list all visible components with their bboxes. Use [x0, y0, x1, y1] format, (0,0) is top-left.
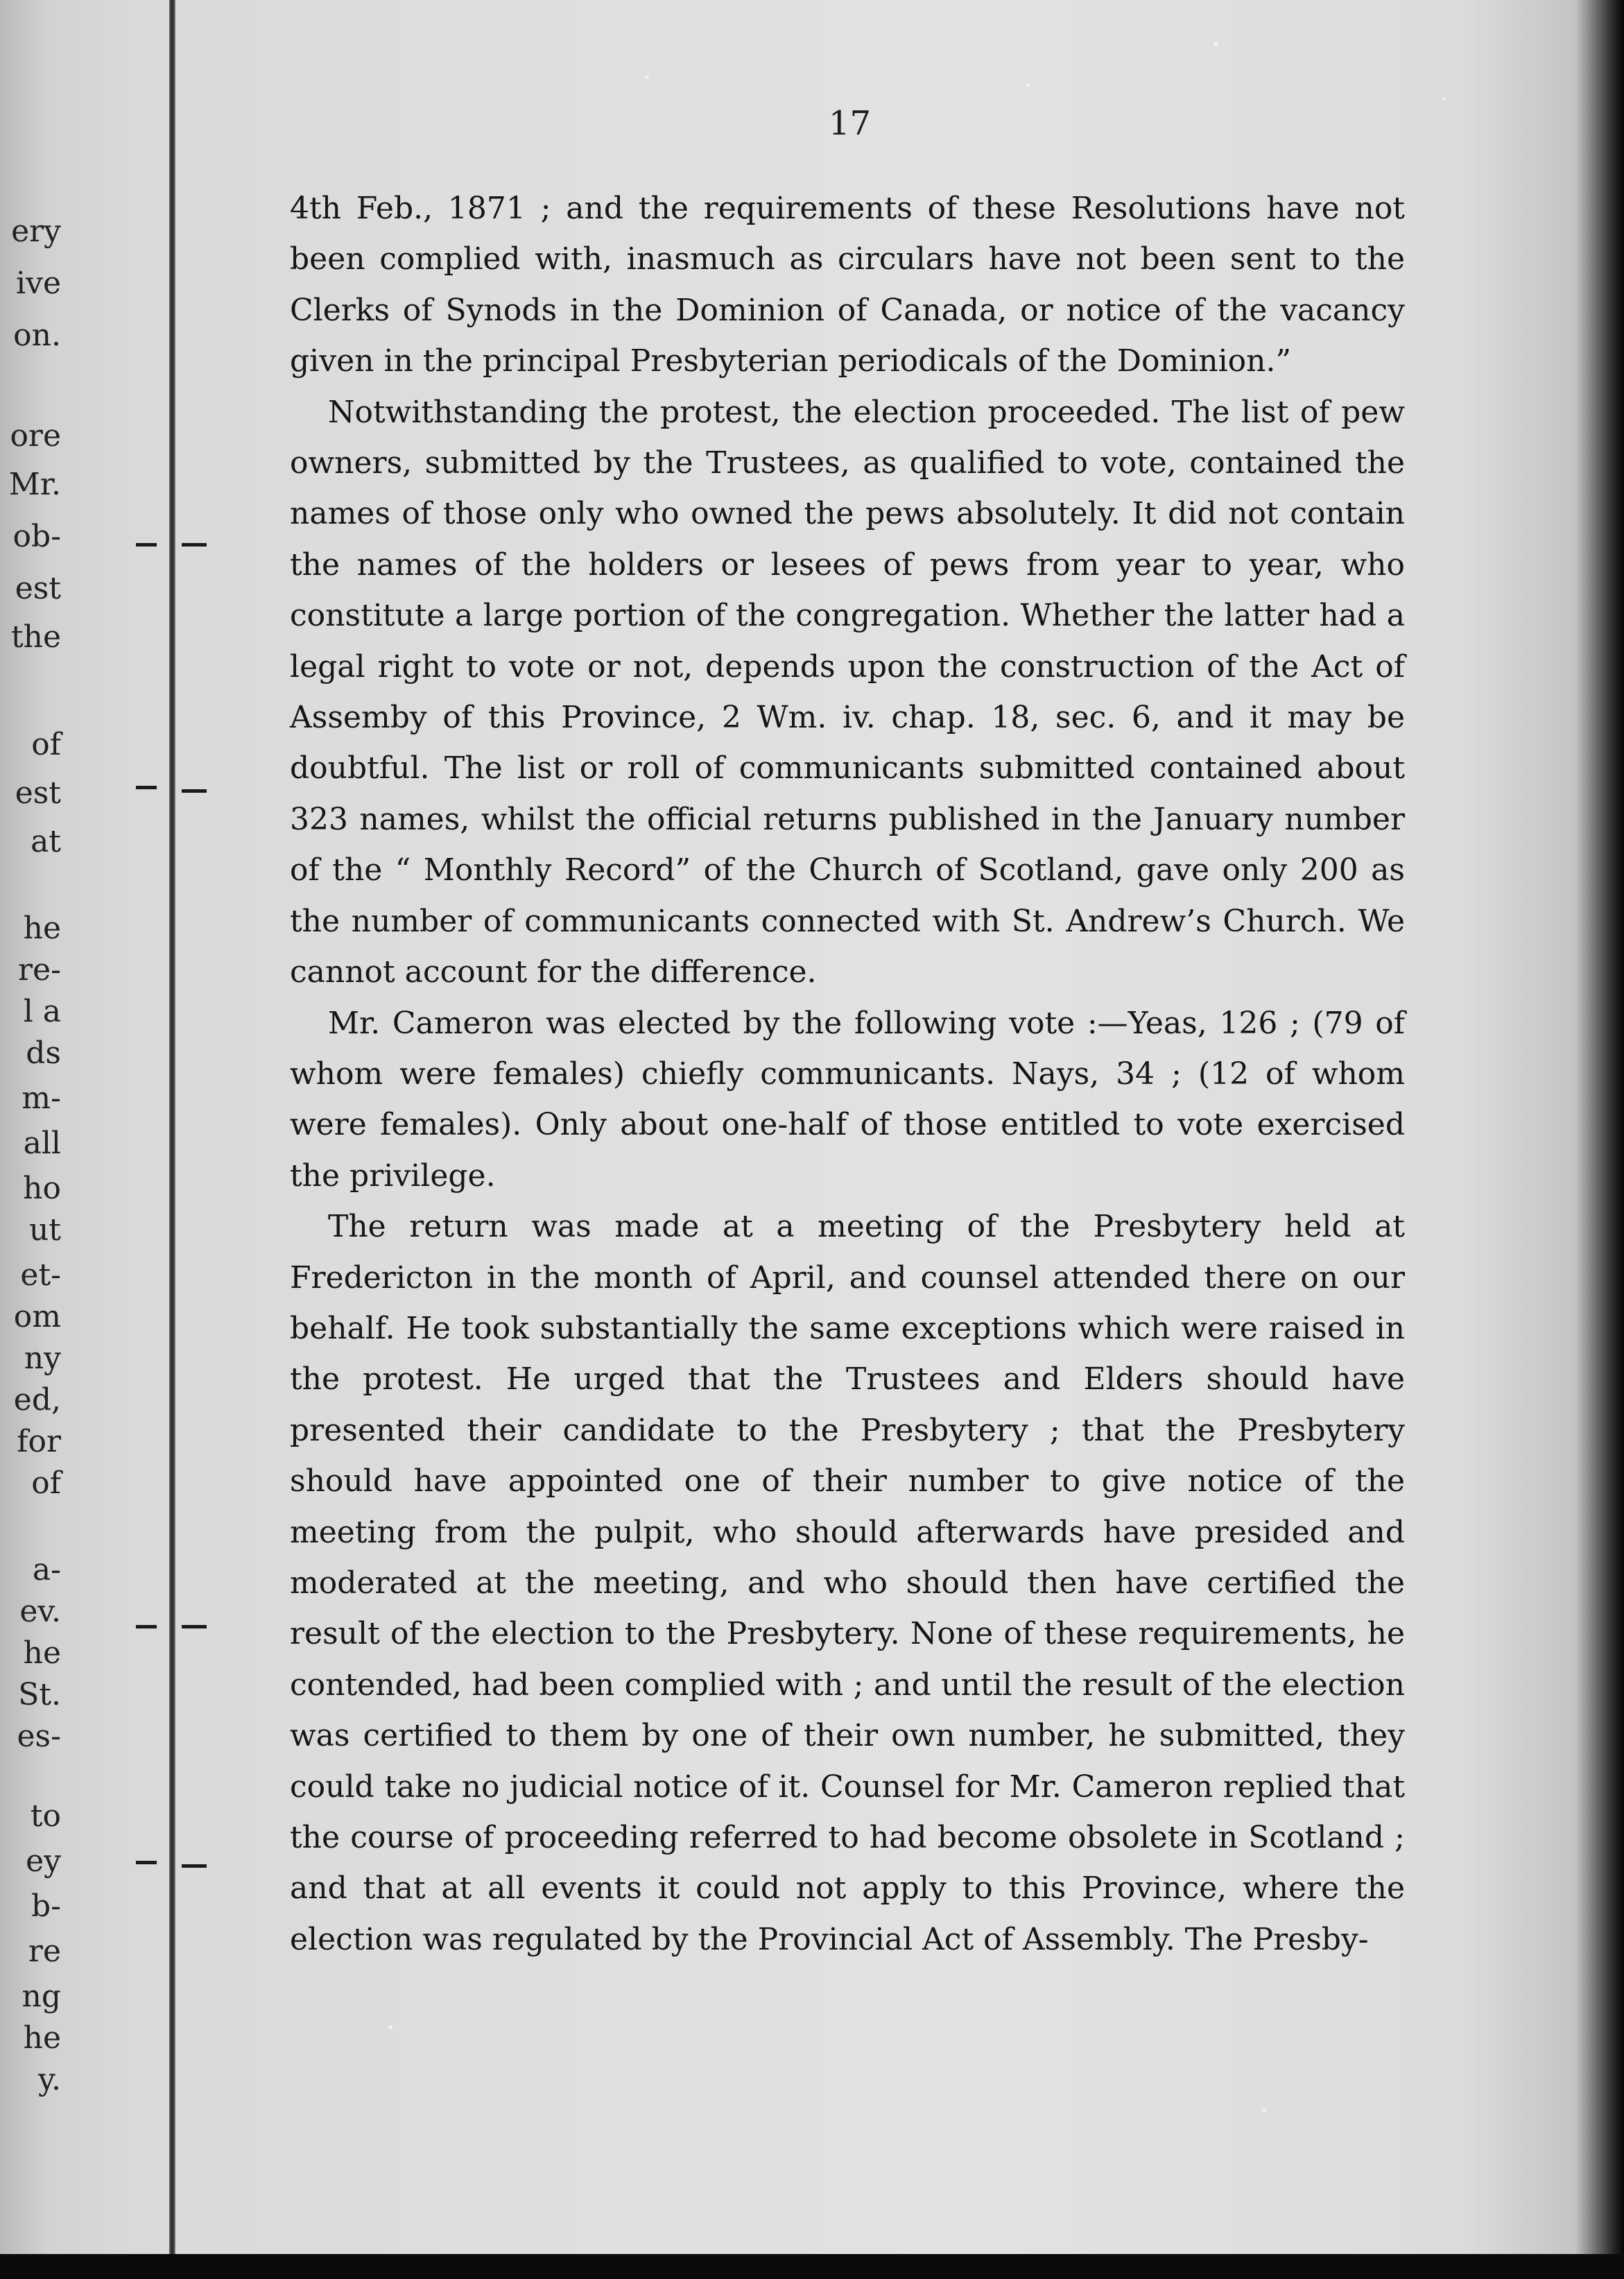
- page-number: 17: [829, 104, 872, 143]
- binding-tick-mark: [136, 543, 157, 547]
- margin-fragment: of: [31, 727, 61, 762]
- binding-tick-mark: [136, 786, 157, 789]
- margin-fragment: ny: [24, 1341, 61, 1376]
- scan-speck: [1026, 83, 1030, 87]
- margin-fragment: he: [23, 911, 61, 946]
- margin-fragment: ery: [11, 214, 61, 249]
- paragraph: The return was made at a meeting of the Presbytery held at Fredericton in the month of April, and counsel attended there on our behalf. He took substantially the same exceptions which were raised in the protest. He urged that the Trustees and Elders should have presented their candidate to the Presbytery ; that the Presbytery should have appointed one of their number to give notice of the meeting from the pulpit, who should afterwards have presided and moderated at the meeting, and who should then have certified the result of the election to the Presbytery. None of these requirements, he contended, had been complied with ; and until the result of the election was certified to them by one of their own number, he submitted, they could take no judicial notice of it. Counsel for Mr. Cameron replied that the course of proceeding referred to had become obsolete in Scotland ; and that at all events it could not apply to this Province, where the election was regulated by the Provincial Act of Assembly. The Presby-: [290, 1209, 1405, 1957]
- margin-fragment: l a: [23, 994, 61, 1029]
- margin-fragment: re-: [18, 952, 61, 988]
- binding-tick-mark: [182, 1864, 207, 1868]
- scan-bottom-border: [0, 2254, 1624, 2279]
- margin-fragment: of: [31, 1465, 61, 1501]
- margin-fragment: y.: [38, 2062, 61, 2097]
- body-text: [290, 183, 1405, 1965]
- margin-fragment: on.: [13, 318, 61, 353]
- binding-tick-mark: [182, 1625, 207, 1628]
- scan-speck: [388, 2025, 392, 2029]
- binding-tick-mark: [182, 543, 207, 547]
- margin-fragment: est: [15, 775, 61, 811]
- margin-fragment: et-: [20, 1257, 61, 1293]
- margin-fragment: ng: [21, 1979, 61, 2014]
- scan-speck: [1213, 42, 1218, 46]
- margin-fragment: a-: [32, 1552, 61, 1588]
- binding-tick-mark: [182, 789, 207, 793]
- margin-fragment: est: [15, 571, 61, 606]
- binding-tick-mark: [136, 1861, 157, 1864]
- binding-fold-line: [169, 0, 175, 2254]
- margin-fragment: es-: [17, 1719, 61, 1754]
- margin-fragment: ore: [10, 418, 61, 454]
- margin-fragment: at: [31, 824, 61, 859]
- margin-fragment: re: [28, 1934, 61, 1969]
- margin-fragment: ed,: [13, 1382, 61, 1418]
- margin-fragment: ey: [26, 1843, 61, 1879]
- margin-fragment: all: [23, 1126, 61, 1161]
- margin-fragment: the: [10, 619, 61, 655]
- margin-fragment: ut: [28, 1212, 61, 1248]
- adjacent-page-edge: [0, 0, 69, 2254]
- paragraph: Notwithstanding the protest, the election proceeded. The list of pew owners, submitted by the Trustees, as qualified to vote, contained the names of those only who owned the pews absolutely. It did not contain the names of the holders or lesees of pews from year to year, who constitute a large portion of the congregation. Whether the latter had a legal right to vote or not, depends upon the construction of the Act of Assemby of this Province, 2 Wm. iv. chap. 18, sec. 6, and it may be doubtful. The list or roll of communicants submitted contained about 323 names, whilst the official returns published in the January number of the “ Monthly Record” of the Church of Scotland, gave only 200 as the number of communicants connected with St. Andrew’s Church. We cannot account for the difference.: [290, 394, 1405, 990]
- margin-fragment: ho: [23, 1171, 61, 1206]
- scan-speck: [645, 75, 649, 79]
- margin-fragment: he: [23, 2020, 61, 2056]
- margin-fragment: to: [30, 1798, 61, 1834]
- margin-fragment: om: [13, 1299, 61, 1334]
- margin-fragment: ob-: [12, 519, 61, 554]
- scan-speck: [1262, 2108, 1266, 2113]
- margin-fragment: he: [23, 1635, 61, 1671]
- paragraph: Mr. Cameron was elected by the following vote :—Yeas, 126 ; (79 of whom were females) chiefly communicants. Nays, 34 ; (12 of whom were females). Only about one-half of those entitled to vote exercised the privilege.: [290, 1005, 1405, 1194]
- margin-fragment: St.: [18, 1677, 61, 1712]
- margin-fragment: ive: [16, 266, 61, 301]
- margin-fragment: ev.: [19, 1594, 61, 1629]
- margin-fragment: for: [17, 1424, 61, 1459]
- margin-fragment: m-: [21, 1081, 61, 1116]
- paragraph: 4th Feb., 1871 ; and the requirements of these Resolutions have not been complied with, inasmuch as circulars have not been sent to the Clerks of Synods in the Dominion of Canada, or notice of the vacancy given in the principal Presbyterian periodicals of the Dominion.”: [290, 191, 1405, 379]
- binding-tick-mark: [136, 1625, 157, 1628]
- margin-fragment: b-: [31, 1889, 61, 1924]
- margin-fragment: ds: [26, 1035, 61, 1071]
- margin-fragment: Mr.: [8, 467, 61, 502]
- scan-speck: [1442, 97, 1446, 101]
